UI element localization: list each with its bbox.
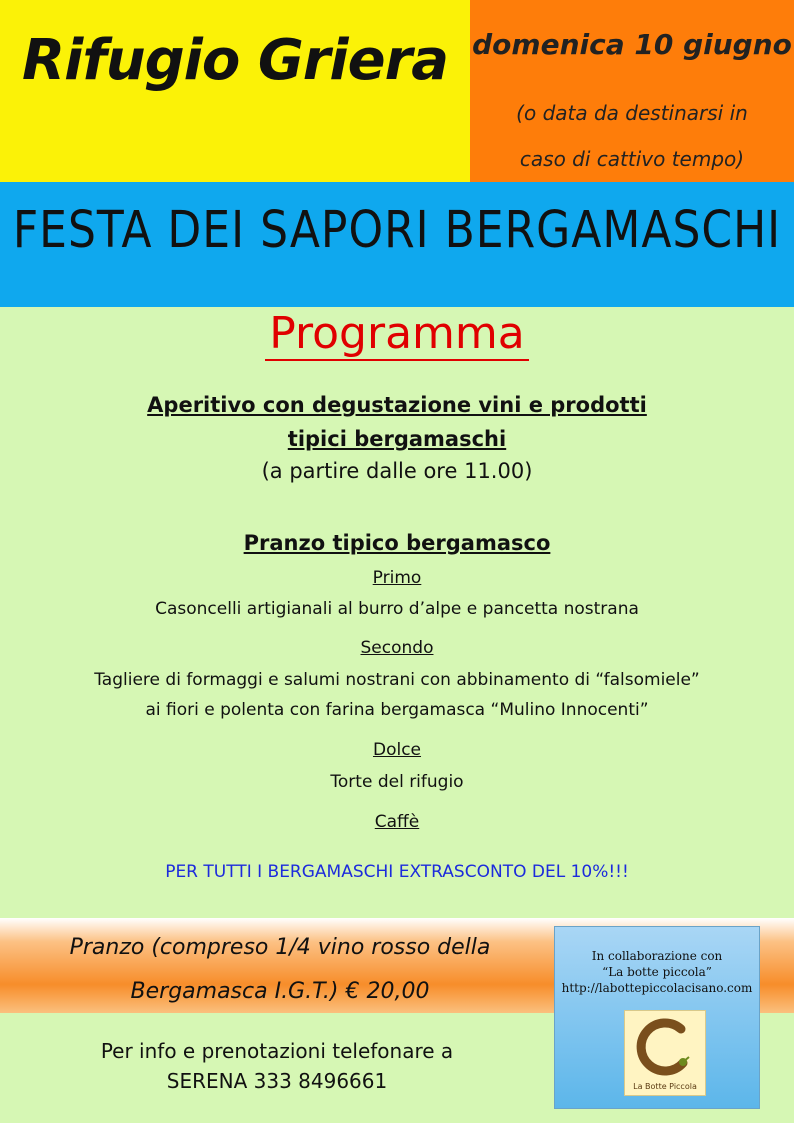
aperitivo-line1: Aperitivo con degustazione vini e prodotti [147, 393, 647, 417]
course-text-primo: Casoncelli artigianali al burro d’alpe e pancetta nostrana [155, 599, 639, 619]
course-label-dolce: Dolce [372, 740, 422, 760]
lunch-price [40, 926, 520, 1014]
collaboration-text [554, 948, 760, 996]
collab-website: http://labottepiccolacisano.com [561, 981, 753, 995]
course-label-secondo: Secondo [360, 638, 434, 658]
course-label-primo: Primo [372, 568, 422, 588]
discount-promo: PER TUTTI I BERGAMASCHI EXTRASCONTO DEL 10%!!! [165, 862, 629, 882]
collab-partner-name: “La botte piccola” [602, 965, 712, 979]
barrel-logo-icon [633, 1017, 699, 1079]
course-label-caffe: Caffè [374, 812, 420, 832]
venue-title: Rifugio Griera [22, 28, 448, 93]
collab-line1: In collaborazione con [591, 949, 723, 963]
partner-logo [624, 1010, 706, 1096]
date-note-line1: (o data da destinarsi in [516, 101, 748, 125]
date-note-line2: caso di cattivo tempo) [519, 147, 745, 171]
booking-phone: SERENA 333 8496661 [166, 1069, 388, 1093]
aperitivo-line2: tipici bergamaschi [287, 427, 507, 451]
logo-caption: La Botte Piccola [633, 1082, 697, 1091]
course-text-dolce: Torte del rifugio [330, 772, 464, 792]
course-text-secondo [0, 665, 794, 725]
banner-text: FESTA DEI SAPORI BERGAMASCHI [12, 201, 782, 260]
aperitivo-time: (a partire dalle ore 11.00) [261, 459, 533, 483]
secondo-line1: Tagliere di formaggi e salumi nostrani con abbinamento di “falsomiele” [94, 670, 700, 690]
price-line1: Pranzo (compreso 1/4 vino rosso della [69, 935, 491, 960]
lunch-title: Pranzo tipico bergamasco [243, 531, 551, 555]
price-line2: Bergamasca I.G.T.) € 20,00 [130, 979, 430, 1004]
program-heading-text: Programma [265, 308, 528, 361]
aperitivo-title [0, 388, 794, 456]
secondo-line2: ai fiori e polenta con farina bergamasca “Mulino Innocenti” [145, 700, 649, 720]
booking-info-line1: Per info e prenotazioni telefonare a [100, 1039, 454, 1063]
booking-info [0, 1036, 554, 1096]
program-heading [0, 308, 794, 359]
date-note [470, 90, 794, 182]
event-date: domenica 10 giugno [472, 28, 792, 61]
